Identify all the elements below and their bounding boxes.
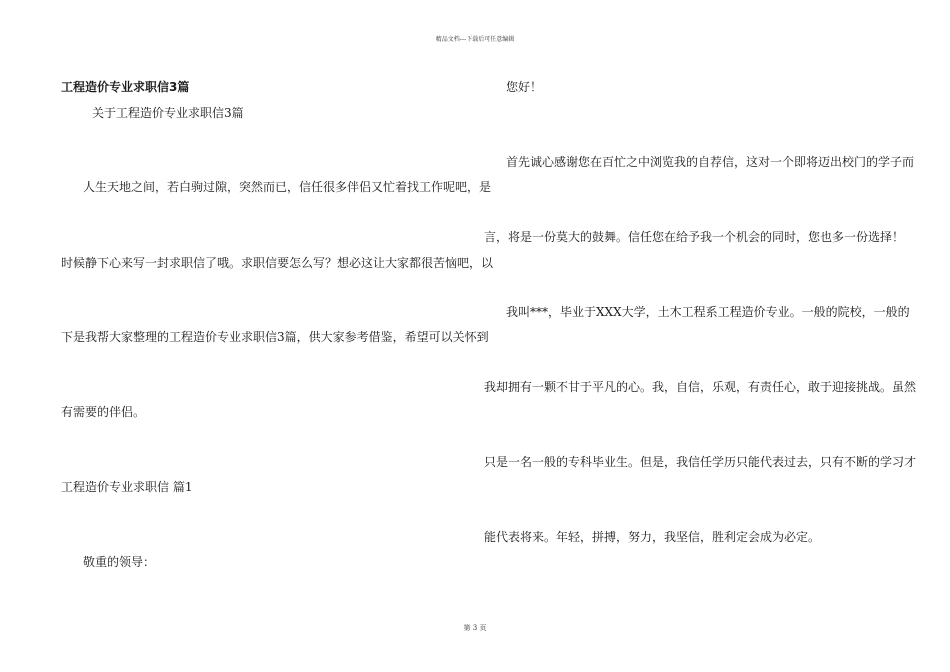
intro-line-2: 时候静下心来写一封求职信了哦。求职信要怎么写？想必这让大家都很苦恼吧，以 — [61, 256, 494, 270]
page-header: 精品文档---下载后可任意编辑 — [435, 36, 515, 43]
paragraph2-line-4: 能代表将来。年轻，拼搏，努力，我坚信，胜利定会成为必定。 — [484, 530, 821, 544]
document-subtitle: 关于工程造价专业求职信3篇 — [92, 106, 244, 120]
salutation: 敬重的领导： — [83, 555, 156, 569]
intro-line-1: 人生天地之间，若白驹过隙，突然而已，信任很多伴侣又忙着找工作呢吧，是 — [83, 180, 492, 194]
paragraph2-line-2: 我却拥有一颗不甘于平凡的心。我，自信，乐观，有责任心，敢于迎接挑战。虽然 — [484, 380, 917, 394]
intro-line-3: 下是我帮大家整理的工程造价专业求职信3篇，供大家参考借鉴，希望可以关怀到 — [61, 330, 489, 344]
paragraph1-line-1: 首先诚心感谢您在百忙之中浏览我的自荐信，这对一个即将迈出校门的学子而 — [506, 155, 915, 169]
page-footer: 第 3 页 — [463, 624, 487, 632]
document-title: 工程造价专业求职信3篇 — [61, 80, 190, 94]
greeting: 您好！ — [506, 80, 543, 94]
paragraph2-line-3: 只是一名一般的专科毕业生。但是，我信任学历只能代表过去，只有不断的学习才 — [484, 455, 917, 469]
paragraph1-line-2: 言，将是一份莫大的鼓舞。信任您在给予我一个机会的同时，您也多一份选择！ — [484, 230, 905, 244]
section-heading: 工程造价专业求职信 篇1 — [61, 480, 193, 494]
intro-line-4: 有需要的伴侣。 — [61, 405, 146, 419]
paragraph2-line-1: 我叫***，毕业于XXX大学，土木工程系工程造价专业。一般的院校，一般的 — [506, 305, 910, 319]
